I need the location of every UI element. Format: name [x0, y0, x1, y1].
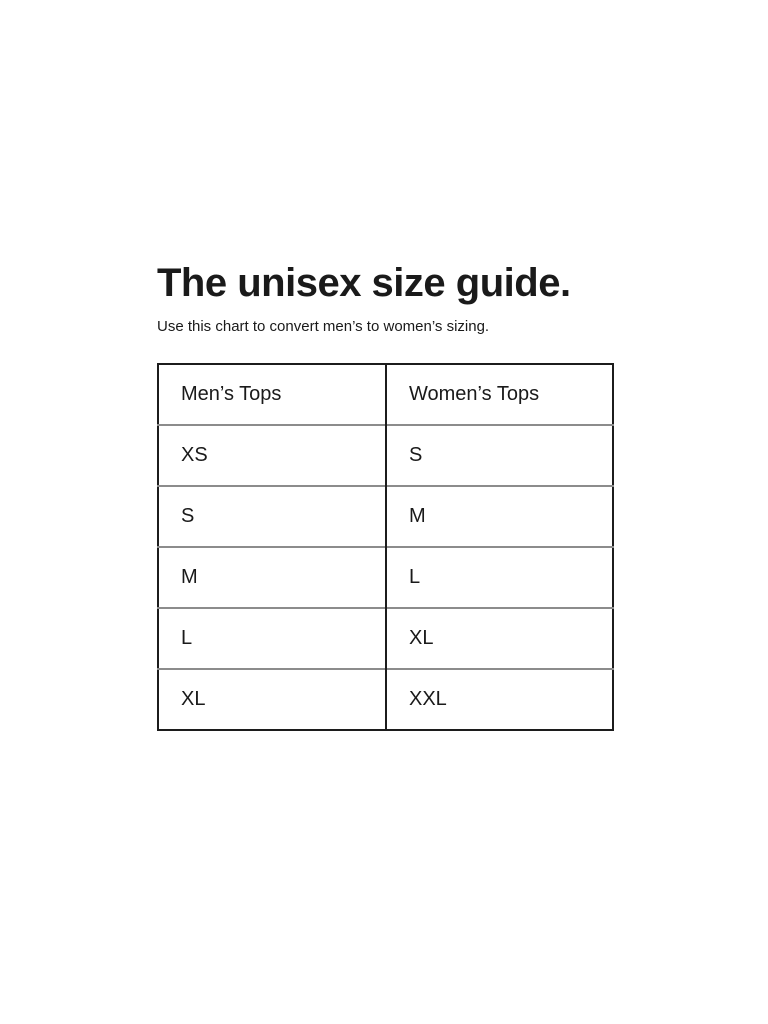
cell-womens-size: L [386, 547, 613, 608]
size-conversion-table [157, 363, 614, 731]
page-subtitle: Use this chart to convert men’s to women’s sizing. [157, 318, 490, 335]
cell-womens-size: S [386, 425, 613, 486]
column-header-womens-tops: Women’s Tops [386, 364, 613, 425]
table-row [158, 547, 613, 608]
table-row [158, 486, 613, 547]
cell-womens-size: XXL [386, 669, 613, 730]
cell-womens-size: XL [386, 608, 613, 669]
cell-mens-size: XS [158, 425, 386, 486]
size-guide-section [157, 261, 612, 731]
table-row [158, 425, 613, 486]
table-header-row [158, 364, 613, 425]
table-row [158, 608, 613, 669]
cell-mens-size: S [158, 486, 386, 547]
cell-mens-size: M [158, 547, 386, 608]
table-row [158, 669, 613, 730]
cell-mens-size: L [158, 608, 386, 669]
cell-womens-size: M [386, 486, 613, 547]
cell-mens-size: XL [158, 669, 386, 730]
page-title: The unisex size guide. [157, 261, 571, 305]
column-header-mens-tops: Men’s Tops [181, 382, 282, 405]
